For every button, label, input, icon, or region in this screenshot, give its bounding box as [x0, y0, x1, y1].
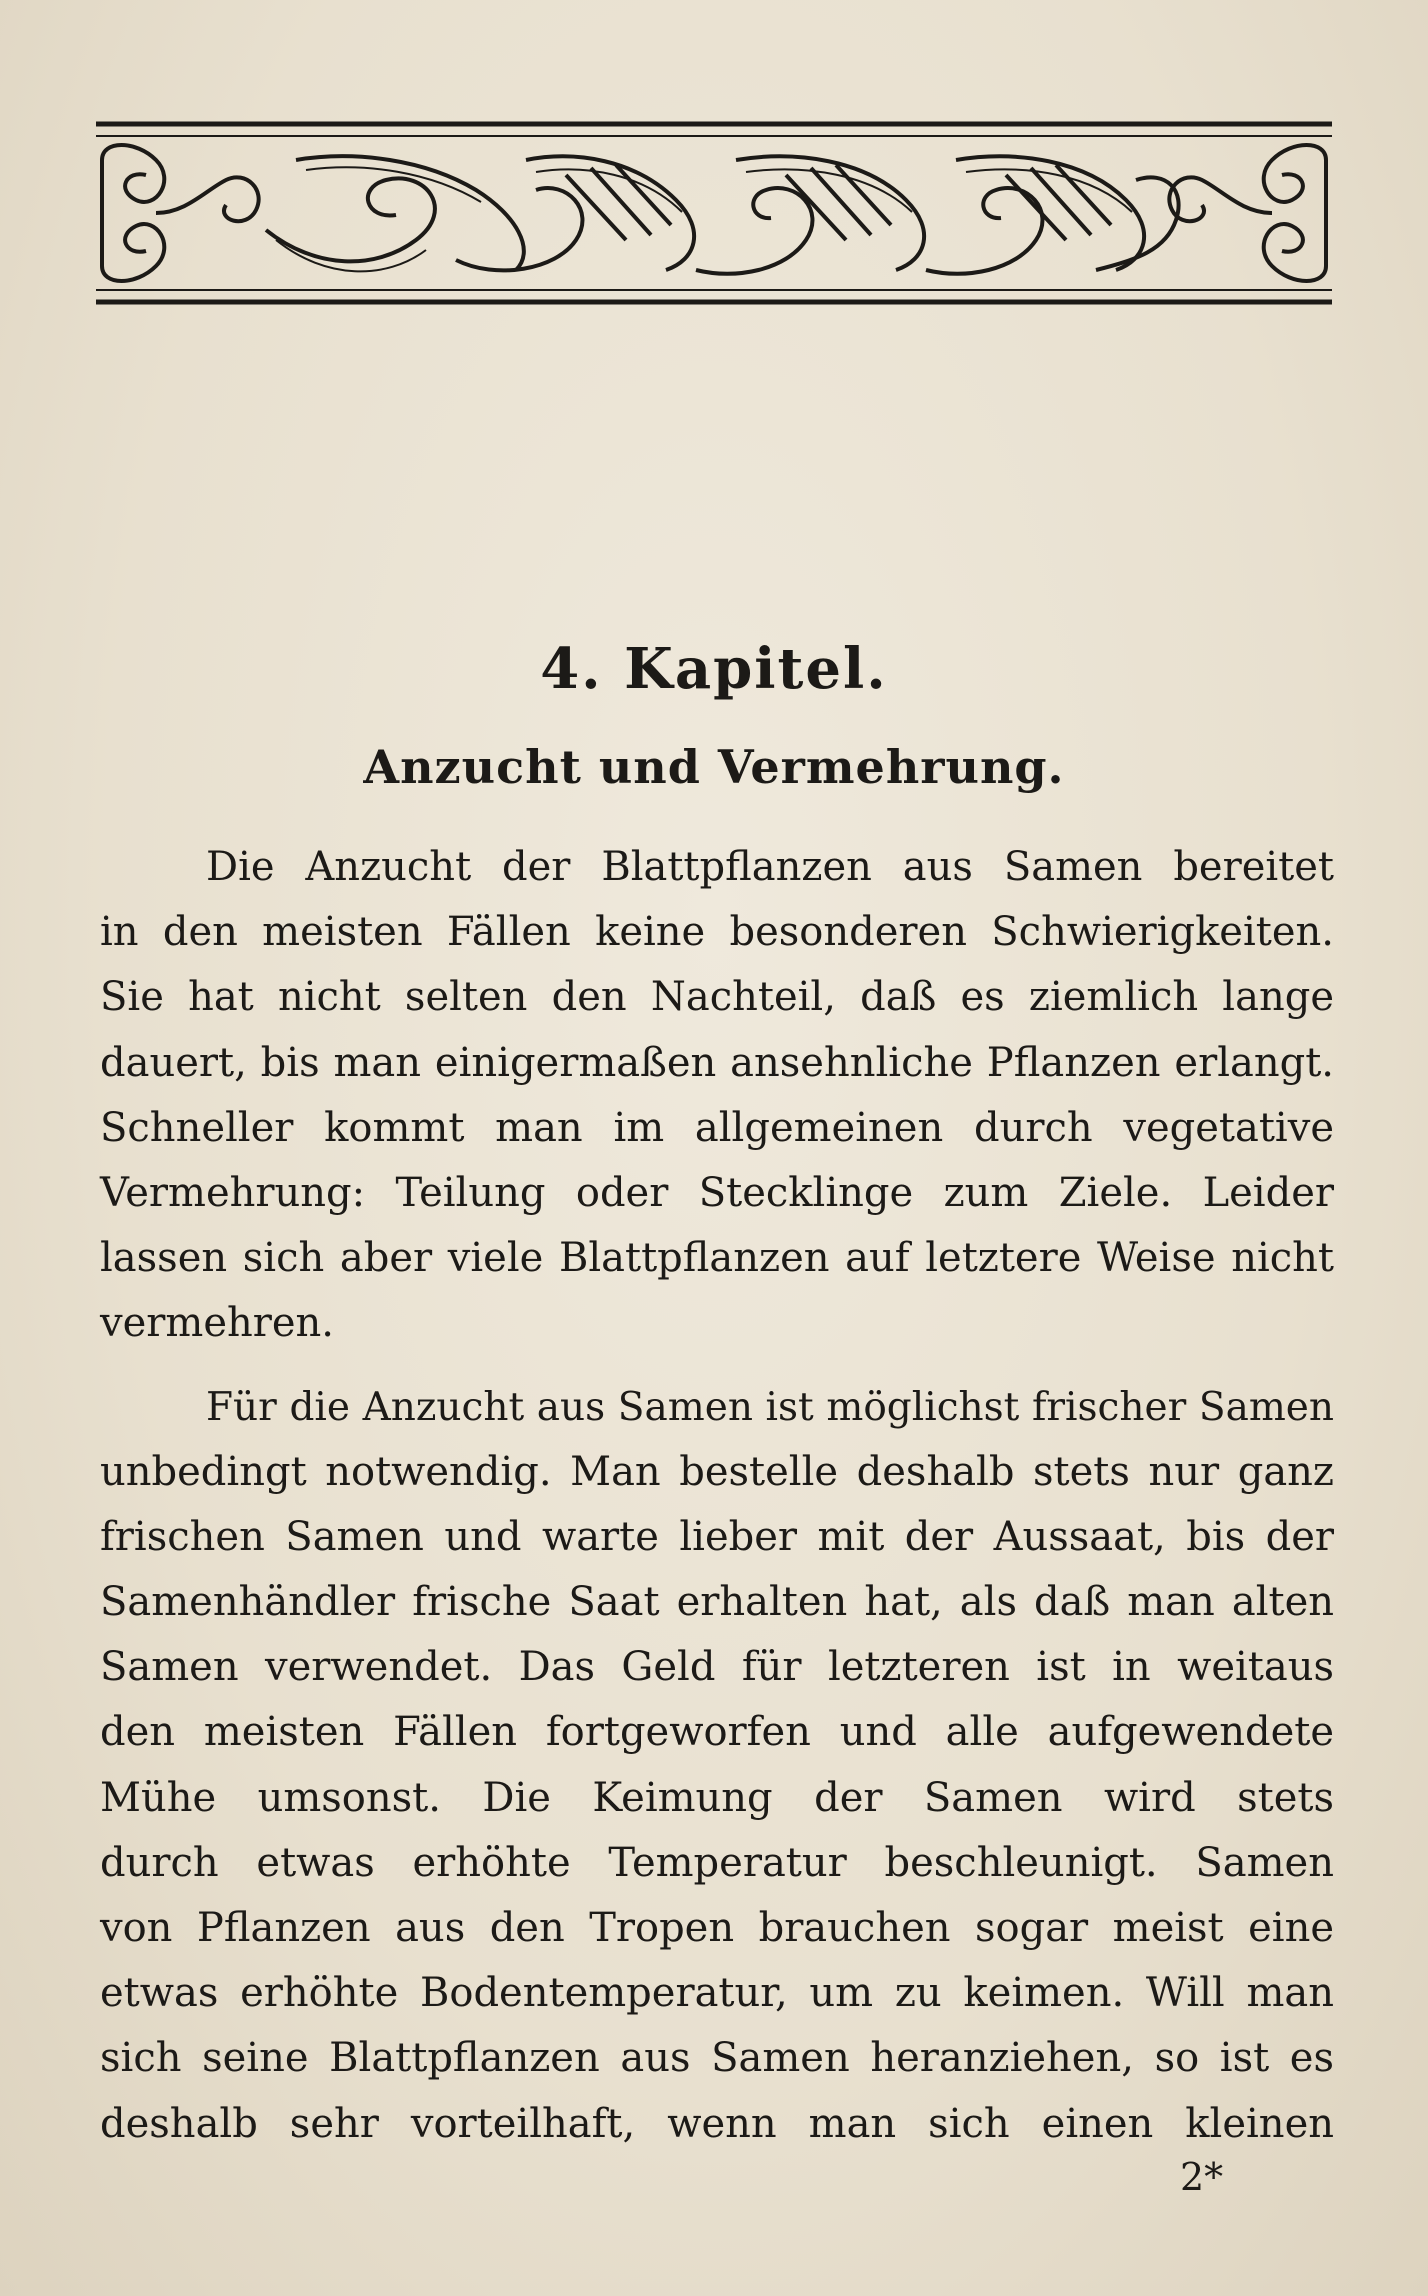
text-line: Für die Anzucht aus Samen ist möglichst frischer Samen: [206, 1384, 1334, 1430]
paragraph: [100, 1375, 1334, 2157]
page-number: 2*: [1180, 2155, 1224, 2199]
text-line: vermehren.: [100, 1300, 335, 1347]
text-line: den meisten Fällen fortgeworfen und alle aufgewendete: [100, 1709, 1334, 1756]
text-line: Sie hat nicht selten den Nachteil, daß es ziemlich lange: [100, 974, 1334, 1021]
text-line: lassen sich aber viele Blattpflanzen auf letztere Weise nicht: [100, 1235, 1334, 1282]
text-line: Schneller kommt man im allgemeinen durch vegetative: [100, 1104, 1334, 1151]
paragraph: [100, 835, 1334, 1357]
text-line: Die Anzucht der Blattpflanzen aus Samen bereitet: [206, 844, 1334, 890]
art-nouveau-header-ornament: [96, 120, 1332, 306]
text-line: Vermehrung: Teilung oder Stecklinge zum Ziele. Leider: [100, 1169, 1334, 1216]
text-line: von Pflanzen aus den Tropen brauchen sogar meist eine: [100, 1905, 1334, 1951]
chapter-title: Anzucht und Vermehrung.: [363, 740, 1065, 794]
text-line: dauert, bis man einigermaßen ansehnliche Pflanzen erlangt.: [100, 1039, 1334, 1086]
text-line: Samenhändler frische Saat erhalten hat, als daß man alten: [100, 1579, 1334, 1626]
text-line: unbedingt notwendig. Man bestelle deshalb stets nur ganz: [100, 1448, 1334, 1495]
text-line: etwas erhöhte Bodentemperatur, um zu keimen. Will man: [100, 1970, 1334, 2017]
text-line: Mühe umsonst. Die Keimung der Samen wird stets: [100, 1774, 1334, 1821]
text-line: deshalb sehr vorteilhaft, wenn man sich einen kleinen: [100, 2100, 1334, 2147]
text-line: durch etwas erhöhte Temperatur beschleunigt. Samen: [100, 1839, 1334, 1886]
body-text: [100, 835, 1334, 2157]
text-line: Samen verwendet. Das Geld für letzteren ist in weitaus: [100, 1644, 1334, 1691]
text-line: frischen Samen und warte lieber mit der Aussaat, bis der: [100, 1513, 1334, 1560]
paragraph-gap: [100, 1357, 1334, 1375]
text-line: sich seine Blattpflanzen aus Samen heranziehen, so ist es: [100, 2035, 1334, 2082]
chapter-number: 4. Kapitel.: [540, 636, 888, 702]
text-line: in den meisten Fällen keine besonderen Schwierigkeiten.: [100, 909, 1334, 956]
